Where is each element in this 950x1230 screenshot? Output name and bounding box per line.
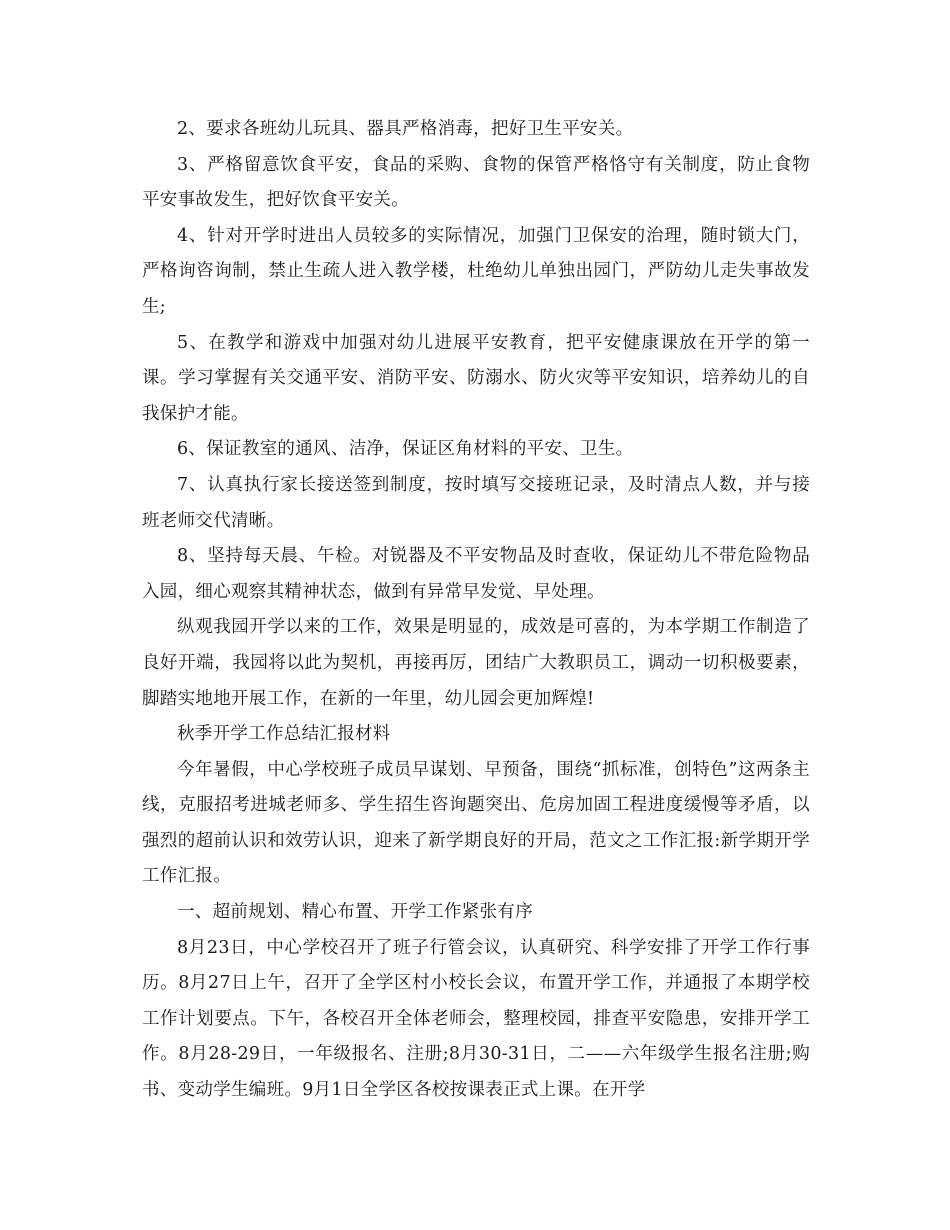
paragraph-item-2: 2、要求各班幼儿玩具、器具严格消毒，把好卫生平安关。 — [177, 119, 634, 139]
paragraph-item-7: 7、认真执行家长接送签到制度，按时填写交接班记录，及时清点人数，并与接班老师交代清晰。 — [142, 474, 810, 531]
paragraph-item-8: 8、坚持每天晨、午检。对锐器及不平安物品及时查收，保证幼儿不带危险物品入园，细心观察其精神状态，做到有异常早发觉、早处理。 — [142, 546, 810, 602]
paragraph-item-3: 3、严格留意饮食平安，食品的采购、食物的保管严格恪守有关制度，防止食物平安事故发生，把好饮食平安关。 — [142, 154, 810, 211]
paragraph-item-5: 5、在教学和游戏中加强对幼儿进展平安教育，把平安健康课放在开学的第一课。学习掌握有关交通平安、消防平安、防溺水、防火灾等平安知识，培养幼儿的自我保护才能。 — [142, 332, 810, 424]
section-title: 秋季开学工作总结汇报材料 — [177, 724, 391, 745]
paragraph-item-6: 6、保证教室的通风、洁净，保证区角材料的平安、卫生。 — [177, 439, 634, 460]
document-page — [142, 112, 810, 1109]
paragraph-summary: 纵观我园开学以来的工作，效果是明显的，成效是可喜的，为本学期工作制造了良好开端，我园将以此为契机，再接再厉，团结广大教职员工，调动一切积极要素，脚踏实地地开展工作，在新的一年里，幼儿园会更加辉煌! — [142, 617, 810, 709]
paragraph-intro: 今年暑假，中心学校班子成员早谋划、早预备，围绕“抓标准，创特色”这两条主线，克服招考进城老师多、学生招生咨询题突出、危房加固工程进度缓慢等矛盾，以强烈的超前认识和效劳认识，迎来了新学期良好的开局，范文之工作汇报:新学期开学工作汇报。 — [142, 759, 810, 887]
paragraph-schedule: 8月23日，中心学校召开了班子行管会议，认真研究、科学安排了开学工作行事历。8月27日上午，召开了全学区村小校长会议，布置开学工作，并通报了本期学校工作计划要点。下午，各校召开全体老师会，整理校园，排查平安隐患，安排开学工作。8月28-29日，一年级报名、注册;8月30-31日，二——六年级学生报名注册;购书、变动学生编班。9月1日全学区各校按课表正式上课。在开学 — [142, 937, 810, 1101]
section-heading-1: 一、超前规划、精心布置、开学工作紧张有序 — [177, 902, 533, 923]
paragraph-item-4: 4、针对开学时进出人员较多的实际情况，加强门卫保安的治理，随时锁大门，严格询咨询制，禁止生疏人进入教学楼，杜绝幼儿单独出园门，严防幼儿走失事故发生; — [142, 225, 810, 317]
